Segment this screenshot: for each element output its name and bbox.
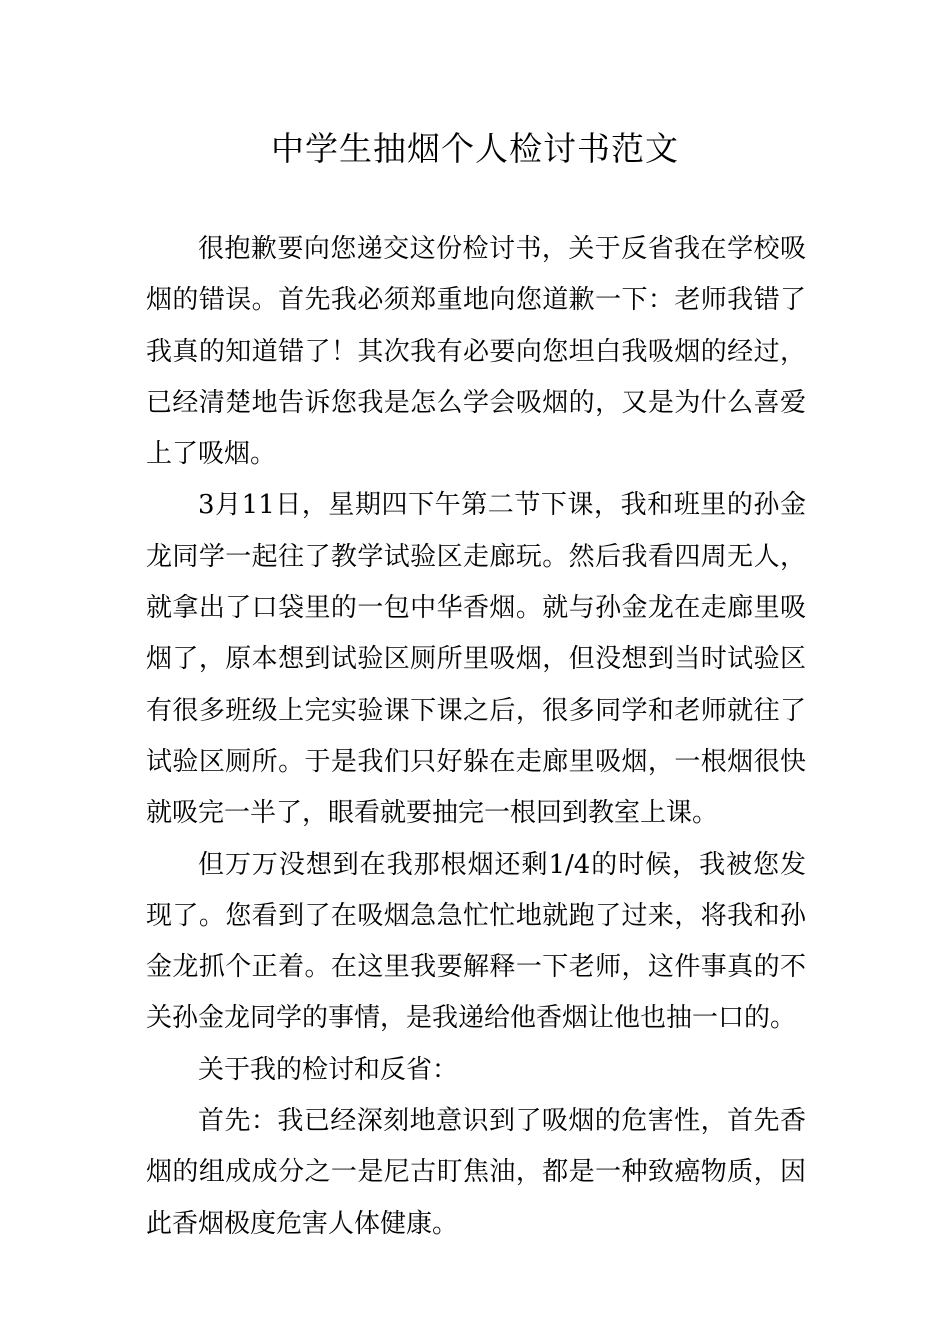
document-body: [146, 224, 806, 1250]
paragraph-5: 首先：我已经深刻地意识到了吸烟的危害性，首先香烟的组成成分之一是尼古盯焦油，都是一种致癌物质，因此香烟极度危害人体健康。: [146, 1106, 806, 1239]
paragraph-1: 很抱歉要向您递交这份检讨书，关于反省我在学校吸烟的错误。首先我必须郑重地向您道歉一下：老师我错了我真的知道错了！其次我有必要向您坦白我吸烟的经过，已经清楚地告诉您我是怎么学会吸烟的，又是为什么喜爱上了吸烟。: [146, 234, 806, 470]
paragraph-2: 3月11日，星期四下午第二节下课，我和班里的孙金龙同学一起往了教学试验区走廊玩。然后我看四周无人，就拿出了口袋里的一包中华香烟。就与孙金龙在走廊里吸烟了，原本想到试验区厕所里吸烟，但没想到当时试验区有很多班级上完实验课下课之后，很多同学和老师就往了试验区厕所。于是我们只好躲在走廊里吸烟，一根烟很快就吸完一半了，眼看就要抽完一根回到教室上课。: [146, 490, 806, 829]
paragraph-4: 关于我的检讨和反省：: [198, 1054, 459, 1085]
document-title: 中学生抽烟个人检讨书范文: [271, 129, 679, 168]
paragraph-3: 但万万没想到在我那根烟还剩1/4的时候，我被您发现了。您看到了在吸烟急急忙忙地就跑了过来，将我和孙金龙抓个正着。在这里我要解释一下老师，这件事真的不关孙金龙同学的事情，是我递给他香烟让他也抽一口的。: [146, 849, 806, 1034]
